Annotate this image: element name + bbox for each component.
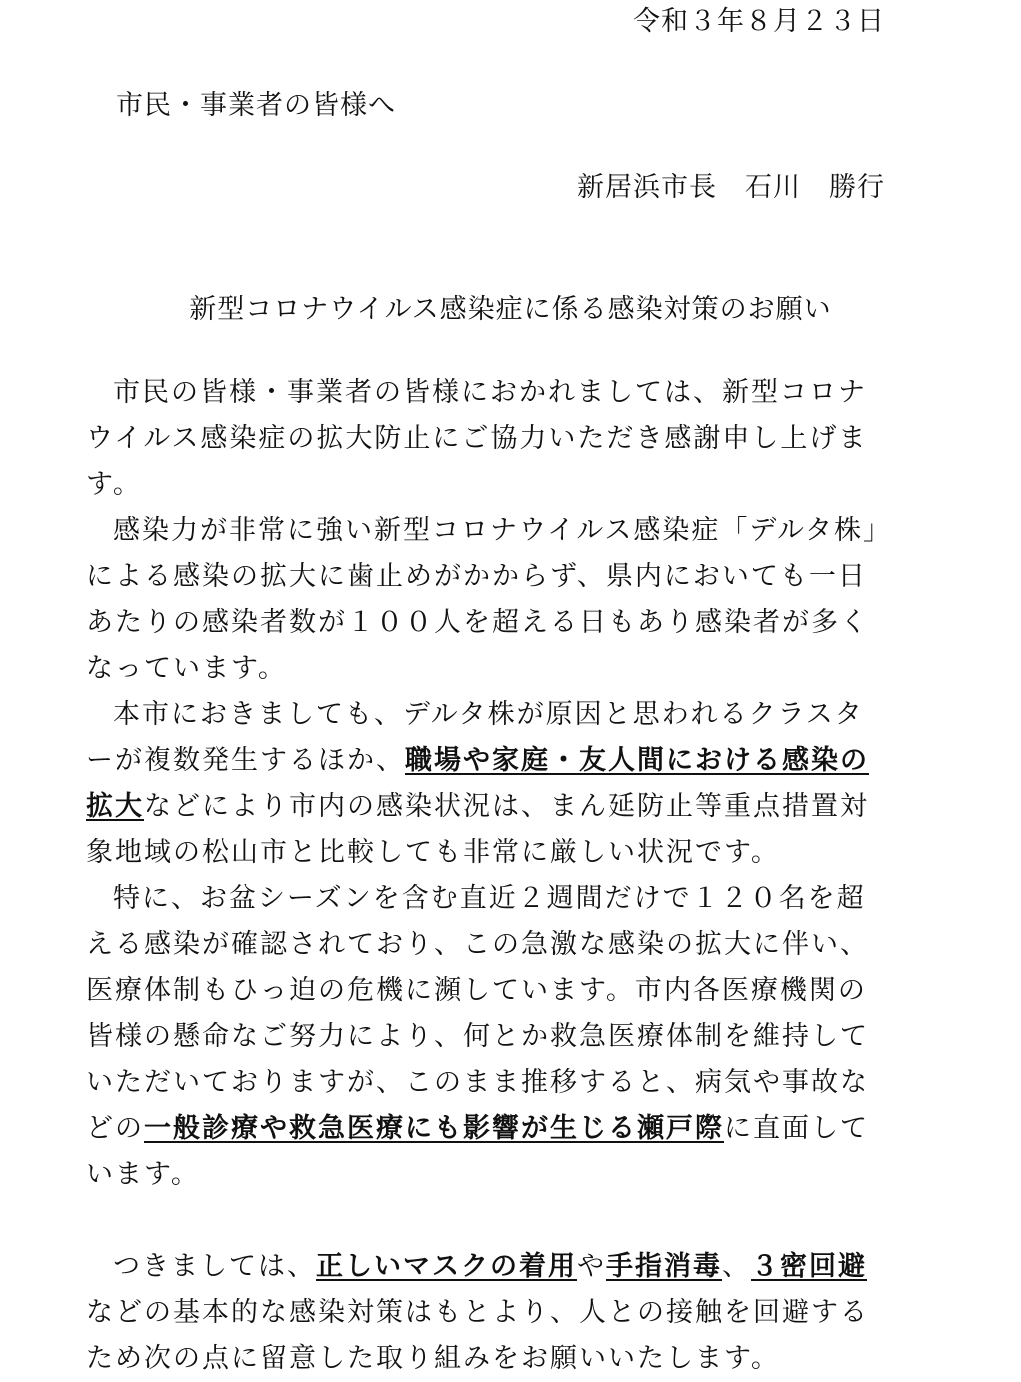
text-segment: 、 xyxy=(722,1251,751,1282)
text-segment: に直面しています。 xyxy=(86,1113,869,1190)
emphasis-text: 職場や家庭・友人間における感染の拡大 xyxy=(86,745,869,822)
emphasis-text: ３密回避 xyxy=(751,1251,867,1282)
text-segment: 本市におきましても、デルタ株が原因と思われるクラスターが複数発生するほか、 xyxy=(86,699,864,776)
paragraph-delta-variant: 感染力が非常に強い新型コロナウイルス感染症「デルタ株」による感染の拡大に歯止めがかからず、県内においても一日あたりの感染者数が１００人を超える日もあり感染者が多くなっています。 xyxy=(86,515,879,684)
emphasis-text: 一般診療や救急医療にも影響が生じる瀬戸際 xyxy=(144,1113,724,1144)
text-segment: や xyxy=(577,1251,606,1282)
paragraph-medical-strain xyxy=(86,876,886,1198)
paragraph-thanks: 市民の皆様・事業者の皆様におかれましては、新型コロナウイルス感染症の拡大防止にご協力いただき感謝申し上げます。 xyxy=(86,377,868,500)
sender-signature: 新居浜市長 石川 勝行 xyxy=(577,172,885,203)
text-segment: などにより市内の感染状況は、まん延防止等重点措置対象地域の松山市と比較しても非常に厳しい状況です。 xyxy=(86,791,869,868)
emphasis-text: 正しいマスクの着用 xyxy=(316,1251,577,1282)
addressee: 市民・事業者の皆様へ xyxy=(116,90,396,121)
emphasis-text: 手指消毒 xyxy=(606,1251,722,1282)
text-segment: などの基本的な感染対策はもとより、人との接触を回避するため次の点に留意した取り組みをお願いいたします。 xyxy=(86,1297,869,1374)
notice-date: 令和３年８月２３日 xyxy=(633,6,885,37)
document-title: 新型コロナウイルス感染症に係る感染対策のお願い xyxy=(189,294,832,325)
text-segment: つきましては、 xyxy=(113,1251,316,1282)
paragraph-city-situation xyxy=(86,692,886,876)
document-body xyxy=(86,370,886,1382)
paragraph-request xyxy=(86,1244,886,1382)
text-segment: 特に、お盆シーズンを含む直近２週間だけで１２０名を超える感染が確認されており、この急激な感染の拡大に伴い、医療体制もひっ迫の危機に瀕しています。市内各医療機関の皆様の懸命なご努力により、何とか救急医療体制を維持していただいておりますが、このまま推移すると、病気や事故などの xyxy=(86,883,869,1144)
